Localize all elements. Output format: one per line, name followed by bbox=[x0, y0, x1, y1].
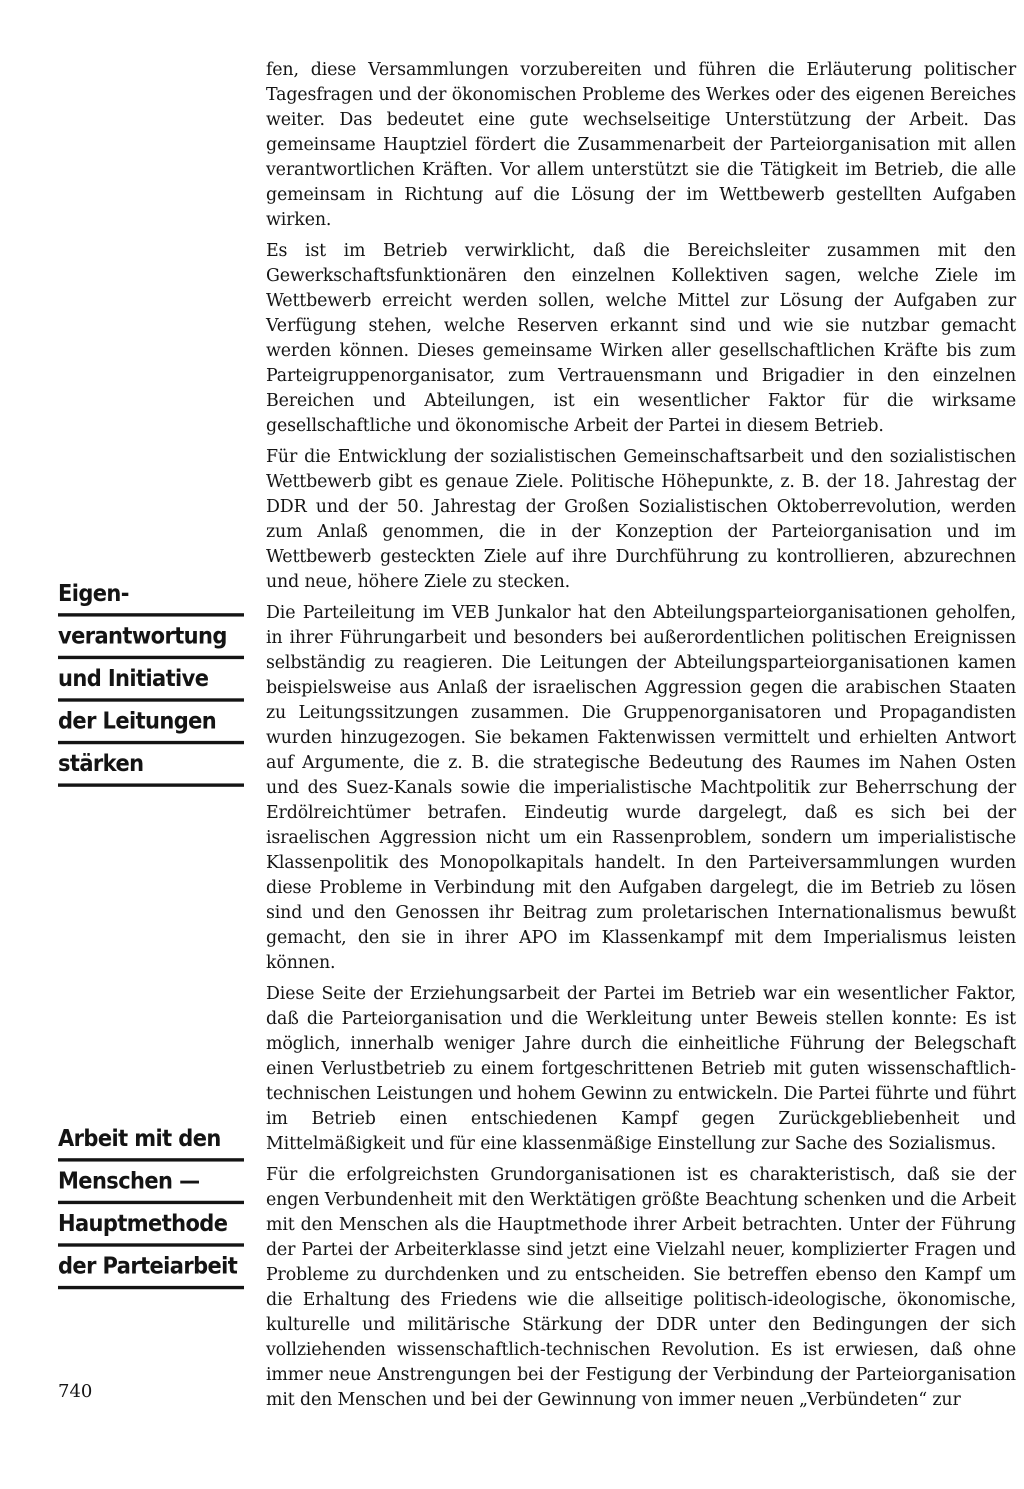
paragraph-4: Die Parteileitung im VEB Junkalor hat den Abteilungsparteiorganisationen geholfen, in ihrer Führungarbeit und besonders bei außerordentlichen politischen Ereignissen selbständig zu reagieren. Die Leitungen der Abteilungsparteiorganisationen kamen beispielsweise aus Anlaß der israelischen Aggression gegen die arabischen Staaten zu Leitungssitzungen zusammen. Die Gruppenorganisatoren und Propagandisten wurden hinzugezogen. Sie bekamen Faktenwissen vermittelt und erhielten Antwort auf Argumente, die z. B. die strategische Bedeutung des Raumes im Nahen Osten und des Suez-Kanals sowie die imperialistische Machtpolitik zur Beherrschung der Erdölreichtümer betrafen. Eindeutig wurde dargelegt, daß es sich bei der israelischen Aggression nicht um ein Rassenproblem, sondern um imperialistische Klassenpolitik des Monopolkapitals handelt. In den Parteiversammlungen wurden diese Probleme in Verbindung mit den Aufgaben dargelegt, die im Betrieb zu lösen sind und den Genossen ihr Beitrag zum proletarischen Internationalismus bewußt gemacht, den sie in ihrer APO im Klassenkampf mit dem Imperialismus leisten können. bbox=[266, 603, 1016, 973]
body-text-column bbox=[266, 58, 1016, 1419]
margin-heading-arbeit-mit-den-menschen bbox=[58, 1119, 244, 1289]
margin-heading-eigenverantwortung bbox=[58, 574, 244, 787]
margin-heading-line: der Parteiarbeit bbox=[58, 1247, 244, 1290]
paragraph-2: Es ist im Betrieb verwirklicht, daß die Bereichsleiter zusammen mit den Gewerkschaftsfunktionären den einzelnen Kollektiven sagen, welche Ziele im Wettbewerb erreicht werden sollen, welche Mittel zur Lösung der Aufgaben zur Verfügung stehen, welche Reserven erkannt sind und wie sie nutzbar gemacht werden können. Dieses gemeinsame Wirken aller gesellschaftlichen Kräfte bis zum Parteigruppenorganisator, zum Vertrauensmann und Brigadier in den einzelnen Bereichen und Abteilungen, ist ein wesentlicher Faktor für die wirksame gesellschaftliche und ökonomische Arbeit der Partei in diesem Betrieb. bbox=[266, 241, 1016, 436]
margin-heading-line: Arbeit mit den bbox=[58, 1119, 244, 1162]
margin-heading-line: Eigen- bbox=[58, 574, 244, 617]
margin-heading-line: der Leitungen bbox=[58, 702, 244, 745]
page-number: 740 bbox=[58, 1381, 93, 1402]
paragraph-3: Für die Entwicklung der sozialistischen Gemeinschaftsarbeit und den sozialistischen Wettbewerb gibt es genaue Ziele. Politische Höhepunkte, z. B. der 18. Jahrestag der DDR und der 50. Jahrestag der Großen Sozialistischen Oktoberrevolution, werden zum Anlaß genommen, die in der Konzeption der Parteiorganisation und im Wettbewerb gesteckten Ziele auf ihre Durchführung zu kontrollieren, abzurechnen und neue, höhere Ziele zu stecken. bbox=[266, 447, 1016, 592]
paragraph-5: Diese Seite der Erziehungsarbeit der Partei im Betrieb war ein wesentlicher Faktor, daß die Parteiorganisation und die Werkleitung unter Beweis stellen konnte: Es ist möglich, innerhalb weniger Jahre durch die einheitliche Führung der Belegschaft einen Verlustbetrieb zu einem fortgeschrittenen Betrieb mit guten wissenschaftlich-technischen Leistungen und hohem Gewinn zu entwickeln. Die Partei führte und führt im Betrieb einen entschiedenen Kampf gegen Zurückgebliebenheit und Mittelmäßigkeit und für eine klassenmäßige Einstellung zur Sache des Sozialismus. bbox=[266, 984, 1016, 1154]
margin-heading-line: Hauptmethode bbox=[58, 1204, 244, 1247]
margin-heading-line: stärken bbox=[58, 744, 244, 787]
paragraph-1: fen, diese Versammlungen vorzubereiten und führen die Erläuterung politischer Tagesfragen und der ökonomischen Probleme des Werkes oder des eigenen Bereiches weiter. Das bedeutet eine gute wechselseitige Unterstützung der Arbeit. Das gemeinsame Hauptziel fördert die Zusammenarbeit der Parteiorganisation mit allen verantwortlichen Kräften. Vor allem unterstützt sie die Tätigkeit im Betrieb, die alle gemeinsam in Richtung auf die Lösung der im Wettbewerb gestellten Aufgaben wirken. bbox=[266, 60, 1016, 230]
margin-heading-line: Menschen — bbox=[58, 1162, 244, 1205]
paragraph-6: Für die erfolgreichsten Grundorganisationen ist es charakteristisch, daß sie der engen Verbundenheit mit den Werktätigen größte Beachtung schenken und die Arbeit mit den Menschen als die Hauptmethode ihrer Arbeit betrachten. Unter der Führung der Partei der Arbeiterklasse sind jetzt eine Vielzahl neuer, komplizierter Fragen und Probleme zu durchdenken und zu entscheiden. Sie betreffen ebenso den Kampf um die Erhaltung des Friedens wie die allseitige politisch-ideologische, ökonomische, kulturelle und militärische Stärkung der DDR unter den Bedingungen der sich vollziehenden wissenschaftlich-technischen Revolution. Es ist erwiesen, daß ohne immer neue Anstrengungen bei der Festigung der Verbindung der Parteiorganisation mit den Menschen und bei der Gewinnung von immer neuen „Verbündeten“ zur bbox=[266, 1165, 1016, 1410]
margin-heading-line: und Initiative bbox=[58, 659, 244, 702]
margin-heading-line: verantwortung bbox=[58, 617, 244, 660]
